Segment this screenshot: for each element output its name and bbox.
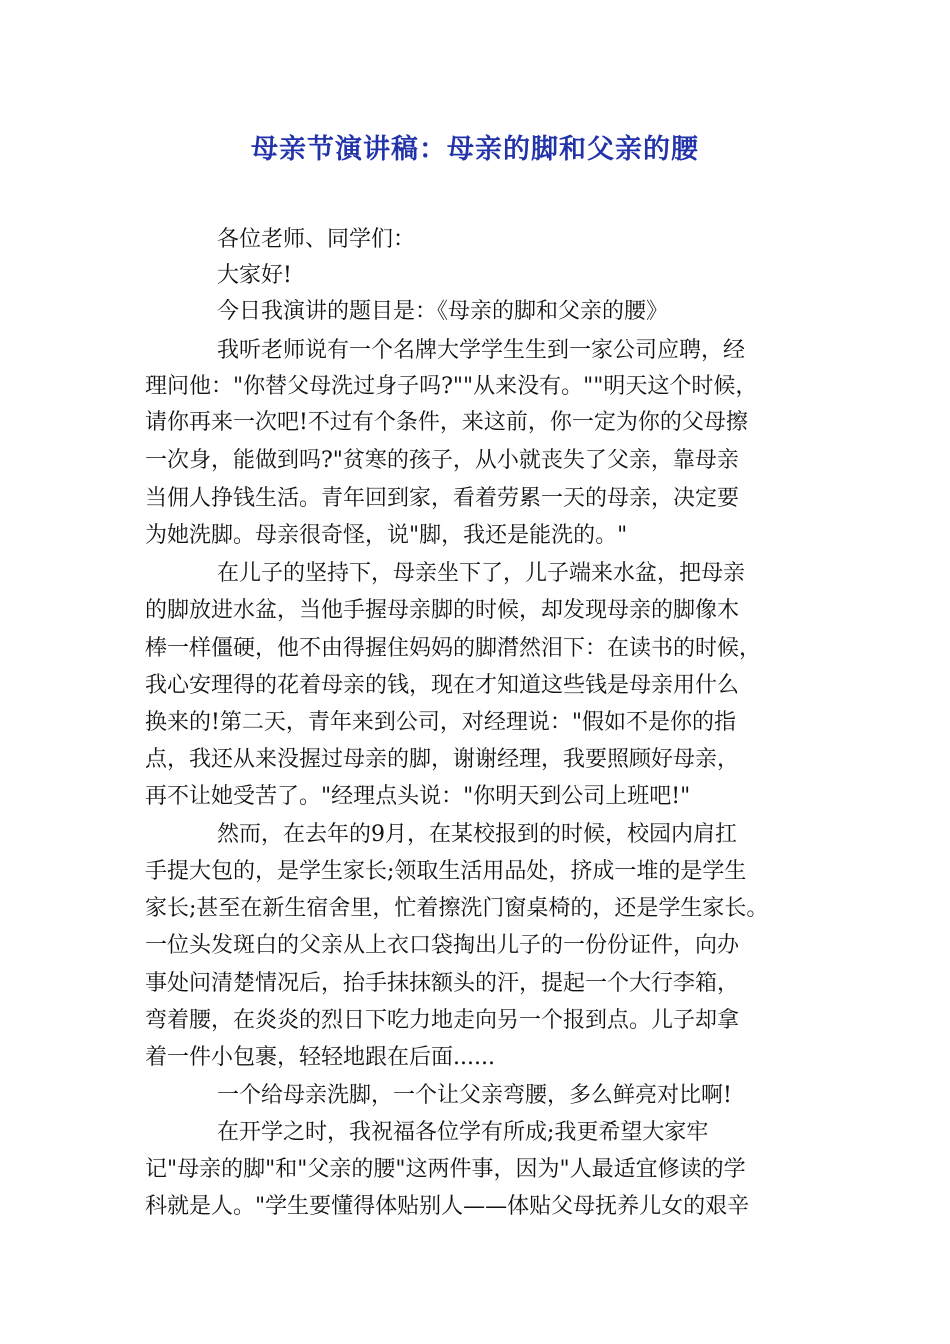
paragraph-line: 再不让她受苦了。"经理点头说："你明天到公司上班吧!" [145,784,691,809]
salutation-line: 各位老师、同学们： [217,227,416,252]
paragraph-line: 在开学之时，我祝福各位学有所成;我更希望大家牢 [217,1120,709,1145]
paragraph-line: 的脚放进水盆，当他手握母亲脚的时候，却发现母亲的脚像木 [145,598,740,623]
paragraph-line: 科就是人。"学生要懂得体贴别人——体贴父母抚养儿女的艰辛 [145,1194,750,1219]
document-title: 母亲节演讲稿：母亲的脚和父亲的腰 [251,134,699,165]
paragraph-line: 家长;甚至在新生宿舍里，忙着擦洗门窗桌椅的，还是学生家长。 [145,896,769,921]
paragraph-line: 一个给母亲洗脚，一个让父亲弯腰，多么鲜亮对比啊! [217,1083,732,1108]
paragraph-line: 换来的!第二天，青年来到公司，对经理说："假如不是你的指 [145,710,736,735]
paragraph-line: 一次身，能做到吗?"贫寒的孩子，从小就丧失了父亲，靠母亲 [145,448,739,473]
paragraph-line: 然而，在去年的9月，在某校报到的时候，校园内肩扛 [217,822,737,847]
paragraph-line: 着一件小包裹，轻轻地跟在后面...... [145,1045,495,1070]
paragraph-line: 事处问清楚情况后，抬手抹抹额头的汗，提起一个大行李箱， [145,971,740,996]
paragraph-line: 棒一样僵硬，他不由得握住妈妈的脚潸然泪下：在读书的时候， [145,636,762,661]
paragraph-line: 请你再来一次吧!不过有个条件，来这前，你一定为你的父母擦 [145,410,748,435]
paragraph-line: 理问他："你替父母洗过身子吗?""从来没有。""明天这个时候， [145,374,758,399]
paragraph-line: 我听老师说有一个名牌大学学生生到一家公司应聘，经 [217,338,746,363]
paragraph-line: 一位头发斑白的父亲从上衣口袋掏出儿子的一份份证件，向办 [145,933,740,958]
paragraph-line: 我心安理得的花着母亲的钱，现在才知道这些钱是母亲用什么 [145,673,740,698]
paragraph-line: 弯着腰，在炎炎的烈日下吃力地走向另一个报到点。儿子却拿 [145,1008,740,1033]
paragraph-line: 为她洗脚。母亲很奇怪，说"脚，我还是能洗的。" [145,523,628,548]
paragraph-line: 点，我还从来没握过母亲的脚，谢谢经理，我要照顾好母亲， [145,747,740,772]
paragraph-line: 记"母亲的脚"和"父亲的腰"这两件事，因为"人最适宜修读的学 [145,1157,746,1182]
greeting-line: 大家好! [217,263,292,288]
paragraph-line: 在儿子的坚持下，母亲坐下了，儿子端来水盆，把母亲 [217,561,746,586]
paragraph-line: 手提大包的，是学生家长;领取生活用品处，挤成一堆的是学生 [145,859,747,884]
paragraph-line: 当佣人挣钱生活。青年回到家，看着劳累一天的母亲，决定要 [145,486,740,511]
topic-line: 今日我演讲的题目是：《母亲的脚和父亲的腰》 [217,299,669,324]
